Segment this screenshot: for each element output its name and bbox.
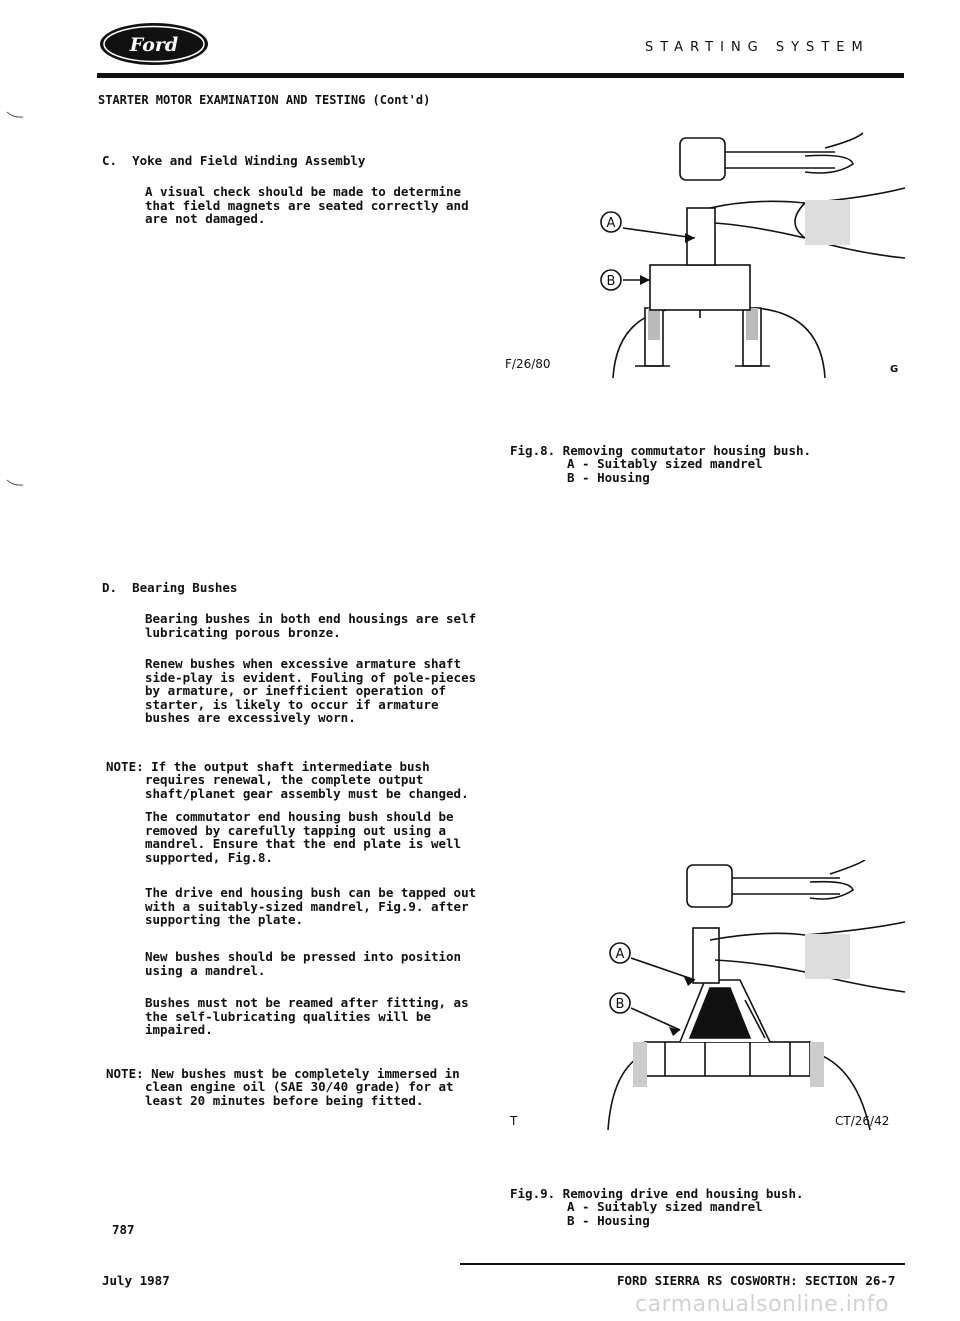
figure-9-ref: CT/26/42 [835,1114,890,1128]
note-first-line: NOTE: If the output shaft intermediate bush [106,758,430,774]
caption-title: Fig.8. Removing commutator housing bush. [510,442,812,458]
figure-9-illustration [505,860,910,1135]
paragraph: Renew bushes when excessive armature shaft side-play is evident. Fouling of pole-pieces by armature, or inefficient operation of starter, is likely to occur if armature bushes are excessively worn. [145,656,477,725]
callout-a: A [606,216,616,231]
figure-8-caption [510,430,811,498]
footer-date: July 1987 [102,1273,170,1288]
caption-legend: A - Suitably sized mandrel B - Housing [567,1199,763,1228]
section-title: STARTING SYSTEM [645,40,870,55]
corner-mark: T [510,1114,518,1128]
page-heading: STARTER MOTOR EXAMINATION AND TESTING (Cont'd) [98,93,431,107]
figure-9-caption [510,1173,804,1241]
figure-8-illustration [505,128,910,390]
footer-rule [460,1263,905,1265]
paragraph: The drive end housing bush can be tapped out with a suitably-sized mandrel, Fig.9. after supporting the plate. [145,885,477,927]
ford-logo-text: Ford [129,34,179,56]
section-c-body: A visual check should be made to determine that field magnets are seated correctly and are not damaged. [145,184,469,226]
callout-a: A [615,947,625,962]
figure-8-ref: F/26/80 [505,357,551,371]
margin-mark [5,478,25,488]
corner-mark: G [890,364,899,375]
paragraph: Bearing bushes in both end housings are self lubricating porous bronze. [145,611,477,640]
paragraph: The commutator end housing bush should be removed by carefully tapping out using a mandrel. Ensure that the end plate is well supported, Fig.8. [145,809,462,865]
margin-mark [5,110,25,120]
note-first-line: NOTE: New bushes must be completely immersed in [106,1065,460,1081]
paragraph: New bushes should be pressed into position using a mandrel. [145,949,462,978]
paragraph: Bushes must not be reamed after fitting, as the self-lubricating qualities will be impaired. [145,995,469,1037]
caption-title: Fig.9. Removing drive end housing bush. [510,1185,804,1201]
section-d-title: D. Bearing Bushes [102,580,238,595]
section-c-title: C. Yoke and Field Winding Assembly [102,153,366,168]
watermark: carmanualsonline.info [635,1292,889,1317]
footer-manual-section: FORD SIERRA RS COSWORTH: SECTION 26-7 [617,1273,896,1288]
callout-b: B [615,997,625,1012]
note-continuation: requires renewal, the complete output shaft/planet gear assembly must be changed. [145,772,469,801]
header-rule [97,73,904,78]
note [106,746,469,814]
note-continuation: clean engine oil (SAE 30/40 grade) for at least 20 minutes before being fitted. [145,1079,454,1108]
caption-legend: A - Suitably sized mandrel B - Housing [567,456,763,485]
page-number: 787 [112,1222,135,1237]
note [106,1053,460,1121]
ford-logo [98,20,210,68]
callout-b: B [606,274,616,289]
